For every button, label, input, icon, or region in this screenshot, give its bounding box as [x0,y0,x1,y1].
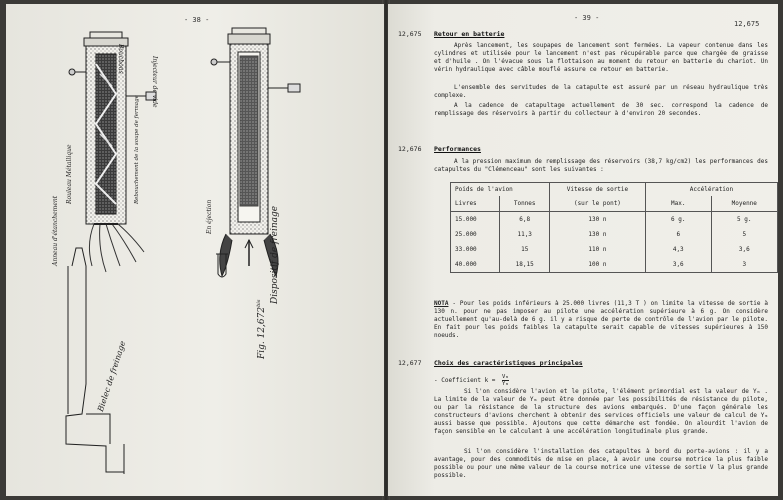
label-rouleau: Rouleau Métallique [66,144,73,204]
label-injecteur: Injecteur de vide [151,56,158,108]
formula-label: - Coefficient k = [434,377,496,384]
label-en-ejection: En éjection [206,199,213,234]
cylinder-right [211,28,300,276]
table-header: Poids de l'avion [451,183,550,197]
section-title: Choix des caractéristiques principales [434,359,583,367]
paragraph: Après lancement, les soupapes de lancement sont fermées. La vapeur contenue dans les cylindres et utilisée pour le lancement n'est pas récupérable parce que chargée de graisse et d'huile . On l'évacue sous la flottaison au moment du retour en batterie du chariot. Un vérin hydraulique avec câble mouflé assure ce retour en batterie. [434,42,768,73]
table-header: (sur le pont) [549,196,645,212]
section-number: 12,675 [398,30,422,38]
label-rebouchement: Rebouchement de la soupe de fermage [134,95,140,204]
right-page [388,4,778,496]
table-cell: 110 n [549,242,645,257]
paragraph: A la pression maximum de remplissage des réservoirs (38,7 kg/cm2) les performances des catapultes du "Clémenceau" sont les suivantes : [434,158,768,173]
table-row [451,257,778,273]
table-cell: 6 [645,227,711,242]
paragraph: Si l'on considère l'avion et le pilote, l'élément primordial est la valeur de Yₘ . La limite de la valeur de Yₘ peut être donnée par les possibilités de résistance du pilote, ou par la résistance de la structure des avions embarqués. D'une façon générale les constructeurs d'avions cherchent à obtenir des services officiels une valeur de calcul de Yₘ aussi basse que possible. Ajoutons que cette démarche est fondée. On alourdit l'avion de façon sensible en le calculant à une accélération longitudinale plus grande. [434,388,768,435]
table-row [451,242,778,257]
nota-paragraph [434,300,768,340]
paragraph: A la cadence de catapultage actuellement de 30 sec. correspond la cadence de remplissage des réservoirs à partir du collecteur à d'environ 20 secondes. [434,102,768,117]
table-row [451,227,778,242]
section-number: 12,677 [398,359,422,367]
table-cell: 4,3 [645,242,711,257]
table-cell: 11,3 [500,227,549,242]
cylinder-left [69,32,156,272]
nota-label: NOTA [434,300,449,307]
section-title: Retour en batterie [434,30,505,38]
page-number: - 38 - [184,16,210,24]
page-number: - 39 - [574,14,600,22]
table-header: Moyenne [711,196,777,212]
table-cell: 25.000 [451,227,500,242]
figure-caption: Dispositif de freinage [270,205,280,304]
paragraph: L'ensemble des servitudes de la catapulte est assuré par un réseau hydraulique très complexe. [434,84,768,99]
nota-text: - Pour les poids inférieurs à 25.000 livres (11,3 T ) on limite la vitesse de sortie à 130 n. pour ne pas imposer au pilote une accélération supérieure à 6 g. On considère actuellement qu'au-delà de 6 g. il y a risque de perte de contrôle de l'avion par le pilote. En fait pour les poids faibles la catapulte serait capable de vitesses supérieures à 150 noeuds. [434,300,768,339]
label-anneau: Anneau d'étanchement [52,195,59,266]
table-cell: 130 n [549,227,645,242]
table-cell: 33.000 [451,242,500,257]
catapult-drawing [6,4,384,496]
table-cell: 40.000 [451,257,500,273]
table-cell: 6 g. [645,212,711,228]
table-cell: 3 [711,257,777,273]
table-cell: 3,6 [645,257,711,273]
table-cell: 5 g. [711,212,777,228]
table-header: Max. [645,196,711,212]
coefficient-formula [434,374,509,387]
paragraph: Si l'on considère l'installation des catapultes à bord du porte-avions : il y a avantage, pour des commodités de mise en place, à avoir une course motrice la plus faible possible ou pour une même valeur de la course motrice une vitesse de sortie V la plus grande possible. [434,448,768,479]
table-cell: 5 [711,227,777,242]
table-cell: 130 n [549,212,645,228]
figure-number: Fig. $12,672^{bis}$ [256,299,267,359]
table-header: Accélération [645,183,777,197]
section-number: 12,676 [398,145,422,153]
table-cell: 6,8 [500,212,549,228]
table-cell: 15 [500,242,549,257]
table-header: Vitesse de sortie [549,183,645,197]
performance-table [450,182,778,273]
table-cell: 18,15 [500,257,549,273]
table-header: Livres [451,196,500,212]
corner-reference: 12,675 [734,20,760,28]
formula-numerator: Vₘ [502,374,509,380]
section-title: Performances [434,145,481,153]
table-cell: 3,6 [711,242,777,257]
formula-denominator: Yₘ [502,381,509,387]
table-header: Tonnes [500,196,549,212]
left-page [6,4,384,496]
table-row [451,212,778,228]
label-bielec: Bielec de freinage [96,339,128,413]
table-cell: 15.000 [451,212,500,228]
label-bouchons: Bouchons [117,44,124,74]
table-cell: 100 n [549,257,645,273]
